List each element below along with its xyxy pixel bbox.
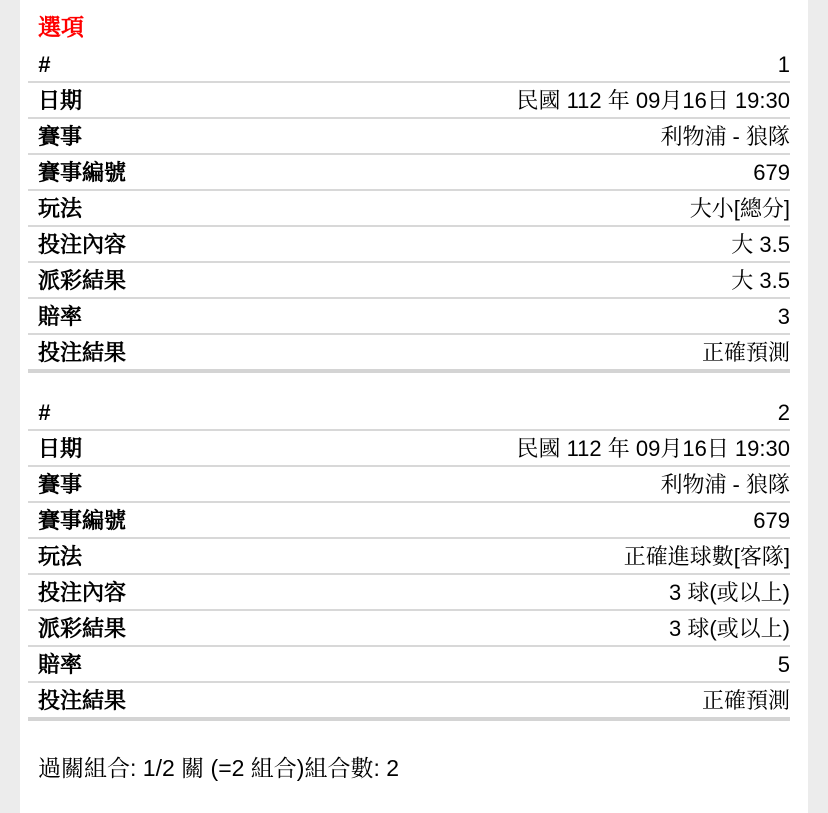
table-row <box>28 538 790 574</box>
table-row <box>28 154 790 190</box>
row-value: 大 3.5 <box>333 262 790 298</box>
row-value: 民國 112 年 09月16日 19:30 <box>333 82 790 118</box>
table-row <box>28 610 790 646</box>
table-row <box>28 118 790 154</box>
row-value: 679 <box>333 502 790 538</box>
row-label: 派彩結果 <box>28 262 333 298</box>
table-row <box>28 298 790 334</box>
table-row <box>28 646 790 682</box>
row-value: 大 3.5 <box>333 226 790 262</box>
parlay-combo-text: 過關組合: 1/2 關 (=2 組合) <box>38 755 305 781</box>
table-row <box>28 574 790 610</box>
row-label: 賽事編號 <box>28 154 333 190</box>
row-label: 賽事編號 <box>28 502 333 538</box>
row-value: 1 <box>333 47 790 82</box>
table-row <box>28 682 790 719</box>
row-value: 3 球(或以上) <box>333 610 790 646</box>
parlay-summary <box>38 754 790 782</box>
table-row <box>28 430 790 466</box>
row-value: 利物浦 - 狼隊 <box>333 118 790 154</box>
table-row <box>28 262 790 298</box>
row-label: 日期 <box>28 430 333 466</box>
row-value: 5 <box>333 646 790 682</box>
row-label: 投注結果 <box>28 334 333 371</box>
row-value: 3 <box>333 298 790 334</box>
table-row <box>28 82 790 118</box>
table-row <box>28 190 790 226</box>
table-row <box>28 47 790 82</box>
table-row <box>28 395 790 430</box>
table-row <box>28 334 790 371</box>
row-label: 賠率 <box>28 646 333 682</box>
row-label: 賠率 <box>28 298 333 334</box>
row-label: 賽事 <box>28 118 333 154</box>
row-value: 3 球(或以上) <box>333 574 790 610</box>
table-row <box>28 466 790 502</box>
row-label: # <box>28 47 333 82</box>
row-value: 679 <box>333 154 790 190</box>
row-label: 玩法 <box>28 190 333 226</box>
row-value: 大小[總分] <box>333 190 790 226</box>
bet-slip-page <box>20 0 808 813</box>
row-label: 派彩結果 <box>28 610 333 646</box>
bet-table-1 <box>28 47 790 373</box>
row-value: 2 <box>333 395 790 430</box>
row-value: 利物浦 - 狼隊 <box>333 466 790 502</box>
row-value: 民國 112 年 09月16日 19:30 <box>333 430 790 466</box>
row-label: 玩法 <box>28 538 333 574</box>
row-label: 投注結果 <box>28 682 333 719</box>
table-row <box>28 226 790 262</box>
row-label: 投注內容 <box>28 226 333 262</box>
row-value: 正確預測 <box>333 334 790 371</box>
row-label: 賽事 <box>28 466 333 502</box>
row-value: 正確預測 <box>333 682 790 719</box>
row-label: 日期 <box>28 82 333 118</box>
row-label: # <box>28 395 333 430</box>
bet-table-2 <box>28 395 790 721</box>
row-value: 正確進球數[客隊] <box>333 538 790 574</box>
combo-count-text: 組合數: 2 <box>304 755 400 781</box>
page-title: 選項 <box>38 14 84 40</box>
row-label: 投注內容 <box>28 574 333 610</box>
table-row <box>28 502 790 538</box>
